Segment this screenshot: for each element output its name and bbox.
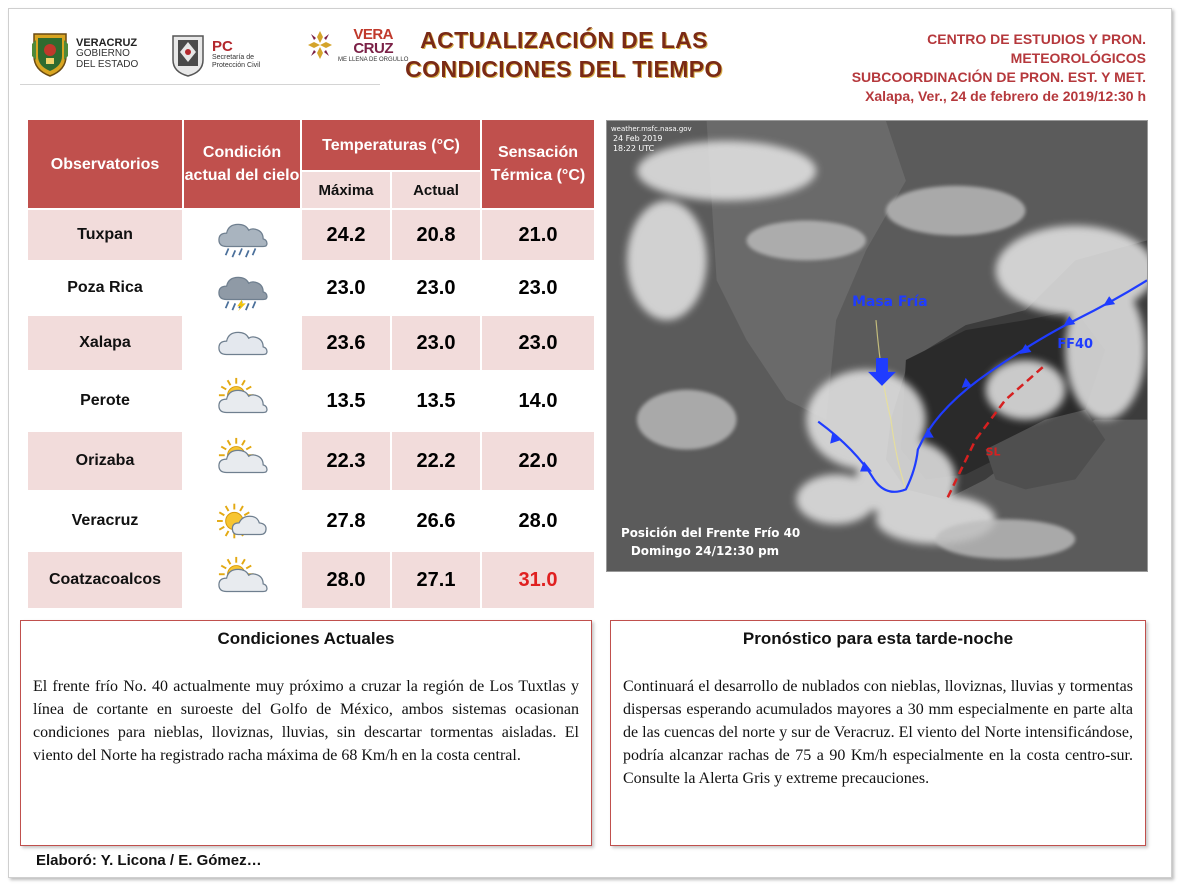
header-condicion: Condición actual del cielo [184, 120, 300, 208]
sky-condition [184, 210, 300, 260]
station-name: Poza Rica [28, 262, 182, 314]
header-actual: Actual [392, 172, 480, 208]
logo-vc-line2: CRUZ [353, 40, 394, 58]
agency-line-1: CENTRO DE ESTUDIOS Y PRON. [927, 31, 1146, 47]
header-divider [20, 84, 380, 85]
satellite-stamp-date: 24 Feb 2019 [612, 133, 663, 143]
author-footer: Elaboró: Y. Licona / E. Gómez… [36, 852, 262, 869]
agency-line-2: METEOROLÓGICOS [1010, 50, 1146, 66]
title-line-2: CONDICIONES DEL TIEMPO [405, 56, 723, 82]
front-label: FF40 [1057, 336, 1094, 352]
temp-max: 28.0 [302, 552, 390, 608]
sky-condition [184, 492, 300, 550]
satellite-stamp-source: weather.msfc.nasa.gov [610, 124, 692, 133]
sun-cloud-icon [212, 376, 272, 426]
sky-condition [184, 372, 300, 430]
temp-actual: 13.5 [392, 372, 480, 430]
station-name: Veracruz [28, 492, 182, 550]
temp-actual: 23.0 [392, 262, 480, 314]
current-conditions-title: Condiciones Actuales [217, 629, 395, 648]
logo-vc-line1: VERA [353, 26, 394, 43]
temp-actual: 27.1 [392, 552, 480, 608]
thermal-sensation: 23.0 [482, 262, 594, 314]
table-row [28, 492, 594, 550]
satellite-caption-1: Posición del Frente Frío 40 [620, 526, 801, 541]
satellite-image [606, 120, 1148, 572]
table-row [28, 372, 594, 430]
temp-actual: 20.8 [392, 210, 480, 260]
temp-max: 23.6 [302, 316, 390, 370]
sun-cloud-icon [212, 555, 272, 605]
shearline-label: SL [985, 445, 1001, 459]
temp-actual: 23.0 [392, 316, 480, 370]
veracruz-ornament-icon [306, 29, 334, 61]
table-row [28, 210, 594, 260]
logo-pc-line2: Protección Civil [212, 61, 261, 69]
veracruz-orgullo-logo [306, 28, 408, 63]
logo-veracruz-line2: GOBIERNO [76, 48, 130, 60]
sky-condition [184, 552, 300, 608]
temp-max: 24.2 [302, 210, 390, 260]
current-conditions-text: El frente frío No. 40 actualmente muy próximo a cruzar la región de Los Tuxtlas y línea de cortante en suroeste del Golfo de México, ambos sistemas ocasionan condiciones para nieblas, lloviznas, lluvias, sin descartar tormentas aisladas. El viento del Norte ha registrado racha máxima de 68 Km/h en la costa central. [33, 678, 579, 764]
cold-mass-label: Masa Fría [852, 294, 928, 311]
temp-actual: 26.6 [392, 492, 480, 550]
temp-max: 27.8 [302, 492, 390, 550]
partly-sunny-icon [212, 496, 272, 546]
logo-vc-tagline: ME LLENA DE ORGULLO [338, 56, 409, 63]
title-line-1: ACTUALIZACIÓN DE LAS [420, 27, 708, 53]
sky-condition [184, 316, 300, 370]
table-row [28, 552, 594, 608]
temp-max: 13.5 [302, 372, 390, 430]
header-temperaturas: Temperaturas (°C) [302, 120, 480, 170]
station-name: Perote [28, 372, 182, 430]
satellite-caption-2: Domingo 24/12:30 pm [630, 544, 780, 559]
station-name: Tuxpan [28, 210, 182, 260]
station-name: Xalapa [28, 316, 182, 370]
logo-veracruz-line1: VERACRUZ [76, 36, 138, 49]
agency-block [766, 30, 1146, 106]
thermal-sensation: 23.0 [482, 316, 594, 370]
header-sensacion: Sensación Térmica (°C) [482, 120, 594, 208]
veracruz-shield-icon [30, 30, 70, 78]
temp-max: 22.3 [302, 432, 390, 490]
current-conditions-box [20, 620, 592, 846]
logo-pc-abbr: PC [212, 38, 233, 56]
header-maxima: Máxima [302, 172, 390, 208]
thermal-sensation: 22.0 [482, 432, 594, 490]
page-title [394, 26, 734, 84]
forecast-box [610, 620, 1146, 846]
header-observatorios: Observatorios [28, 120, 182, 208]
observatories-table [26, 118, 596, 610]
cloud-icon [212, 318, 272, 368]
rain-cloud-icon [212, 210, 272, 260]
agency-date: Xalapa, Ver., 24 de febrero de 2019/12:30 h [865, 88, 1146, 104]
logo-veracruz-line3: DEL ESTADO [76, 58, 139, 70]
agency-line-3: SUBCOORDINACIÓN DE PRON. EST. Y MET. [851, 69, 1146, 85]
temp-max: 23.0 [302, 262, 390, 314]
proteccion-civil-shield-icon [170, 30, 206, 78]
station-name: Orizaba [28, 432, 182, 490]
table-row [28, 262, 594, 314]
table-row [28, 432, 594, 490]
forecast-title: Pronóstico para esta tarde-noche [742, 629, 1014, 648]
satellite-stamp-time: 18:22 UTC [612, 143, 655, 153]
table-row [28, 316, 594, 370]
forecast-text: Continuará el desarrollo de nublados con nieblas, lloviznas, lluvias y tormentas dispersas esperando acumulados mayores a 30 mm especialmente en parte alta de las cuencas del norte y sur de Veracruz. El viento del Norte intensificándose, podría alcanzar rachas de 75 a 90 Km/h especialmente en la costa centro-sur. Consulte la Alerta Gris y extreme precauciones. [623, 678, 1133, 787]
thermal-sensation: 14.0 [482, 372, 594, 430]
thermal-sensation: 28.0 [482, 492, 594, 550]
thermal-sensation: 31.0 [482, 552, 594, 608]
table-body [28, 210, 594, 608]
sky-condition [184, 432, 300, 490]
logo-pc-line1: Secretaría de [212, 54, 255, 62]
sun-cloud-icon [212, 436, 272, 486]
sky-condition [184, 262, 300, 314]
storm-cloud-icon [212, 263, 272, 313]
veracruz-government-logo [30, 30, 138, 78]
proteccion-civil-logo [170, 30, 260, 78]
thermal-sensation: 21.0 [482, 210, 594, 260]
temp-actual: 22.2 [392, 432, 480, 490]
station-name: Coatzacoalcos [28, 552, 182, 608]
